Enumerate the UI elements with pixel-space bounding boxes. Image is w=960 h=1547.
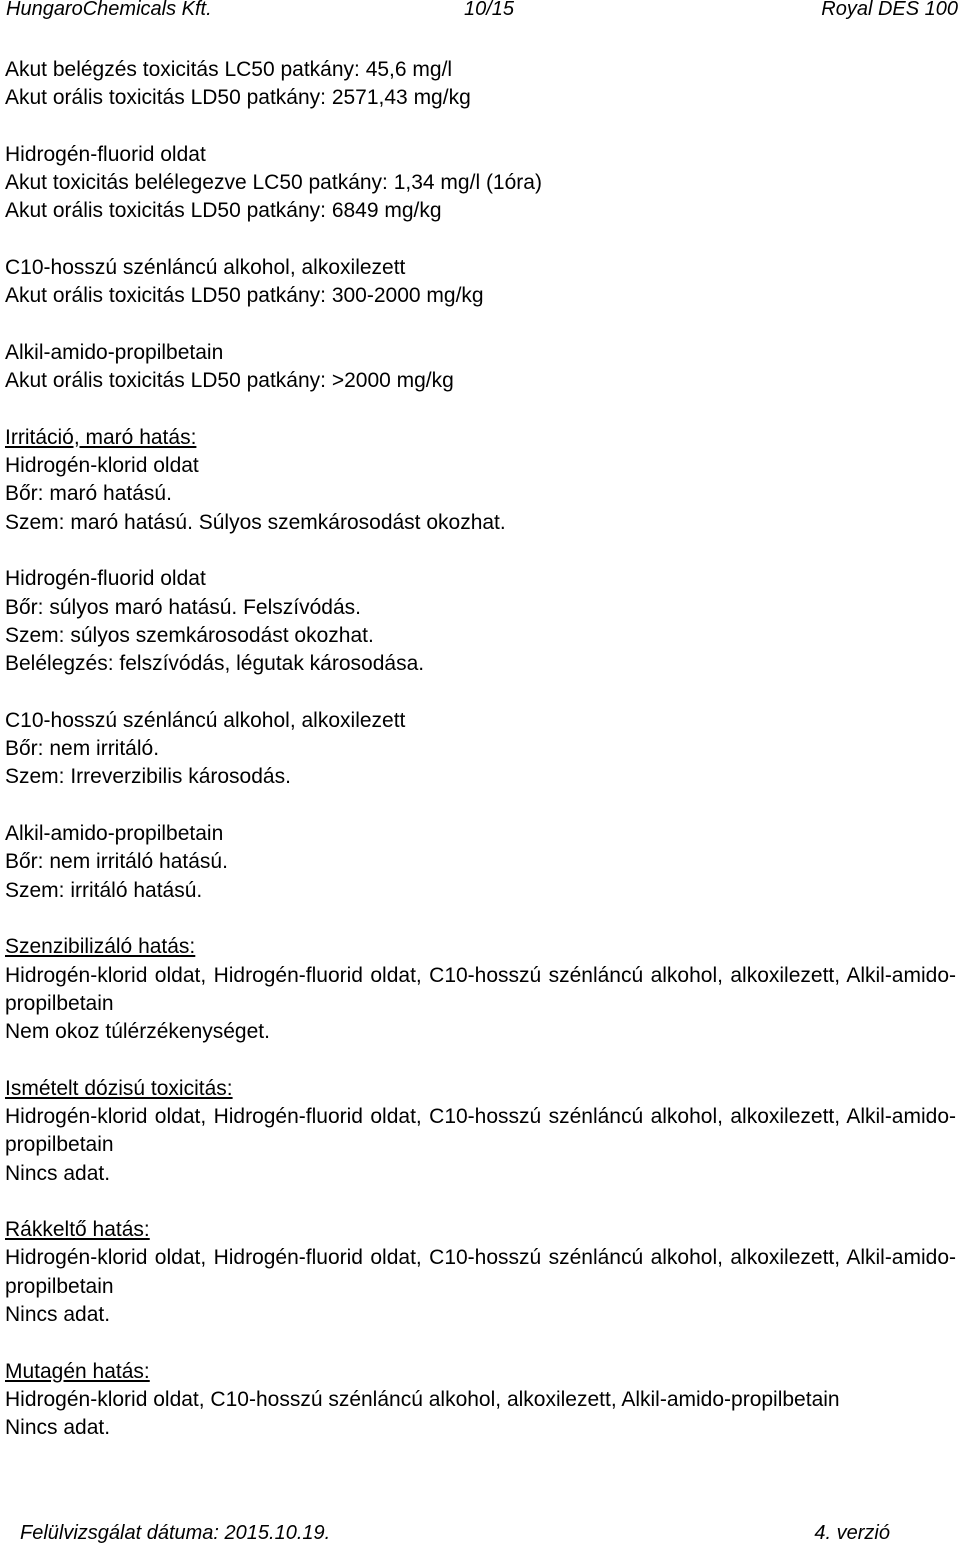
substance-list-paragraph: Hidrogén-klorid oldat, Hidrogén-fluorid oldat, C10-hosszú szénláncú alkohol, alkoxilezett, Alkil-amido-propilbetain	[5, 963, 956, 1015]
page-header	[6, 0, 958, 24]
text-line: Bőr: maró hatású.	[5, 482, 172, 506]
company-name: HungaroChemicals Kft.	[6, 0, 212, 20]
page-footer	[20, 1519, 890, 1547]
text-line: Akut belégzés toxicitás LC50 patkány: 45,6 mg/l	[5, 58, 453, 81]
text-line: Szem: Irreverzibilis károsodás.	[5, 765, 291, 789]
text-line: Bőr: súlyos maró hatású. Felszívódás.	[5, 595, 361, 619]
text-line: Bőr: nem irritáló hatású.	[5, 850, 228, 874]
text-line: C10-hosszú szénláncú alkohol, alkoxilezett	[5, 256, 406, 280]
text-line: Belélegzés: felszívódás, légutak károsodása.	[5, 652, 425, 676]
text-line: Nem okoz túlérzékenységet.	[5, 1020, 270, 1044]
text-line: Bőr: nem irritáló.	[5, 737, 160, 761]
text-line: Szem: súlyos szemkárosodást okozhat.	[5, 623, 374, 647]
section-heading: Mutagén hatás:	[5, 1359, 150, 1383]
section-heading: Irritáció, maró hatás:	[5, 425, 197, 449]
text-line: Akut toxicitás belélegezve LC50 patkány: 1,34 mg/l (1óra)	[5, 171, 542, 195]
section-heading: Ismételt dózisú toxicitás:	[5, 1076, 233, 1100]
text-line: Hidrogén-klorid oldat	[5, 454, 199, 478]
text-line: Akut orális toxicitás LD50 patkány: >2000 mg/kg	[5, 369, 454, 393]
product-name: Royal DES 100	[821, 0, 958, 20]
version-label: 4. verzió	[814, 1522, 890, 1544]
text-line: Hidrogén-fluorid oldat	[5, 567, 206, 591]
text-line: Nincs adat.	[5, 1416, 111, 1440]
document-body	[5, 56, 956, 1443]
section-heading: Szenzibilizáló hatás:	[5, 935, 196, 959]
text-line: Alkil-amido-propilbetain	[5, 822, 224, 846]
revision-date: Felülvizsgálat dátuma: 2015.10.19.	[20, 1522, 331, 1544]
section-block	[5, 1216, 956, 1329]
section-heading: Rákkeltő hatás:	[5, 1218, 150, 1242]
section-block	[5, 339, 956, 396]
substance-list-paragraph: Hidrogén-klorid oldat, C10-hosszú szénláncú alkohol, alkoxilezett, Alkil-amido-propilbetain	[5, 1387, 840, 1411]
section-block	[5, 1358, 956, 1443]
text-line: Akut orális toxicitás LD50 patkány: 6849 mg/kg	[5, 199, 442, 223]
page-number: 10/15	[464, 0, 515, 20]
section-block	[5, 820, 956, 905]
text-line: Akut orális toxicitás LD50 patkány: 300-2000 mg/kg	[5, 284, 484, 308]
section-block	[5, 1075, 956, 1188]
section-block	[5, 141, 956, 226]
section-block	[5, 254, 956, 311]
text-line: C10-hosszú szénláncú alkohol, alkoxilezett	[5, 708, 406, 732]
section-block	[5, 424, 956, 537]
text-line: Szem: maró hatású. Súlyos szemkárosodást okozhat.	[5, 510, 506, 534]
section-block	[5, 707, 956, 792]
substance-list-paragraph: Hidrogén-klorid oldat, Hidrogén-fluorid oldat, C10-hosszú szénláncú alkohol, alkoxilezett, Alkil-amido-propilbetain	[5, 1246, 956, 1298]
text-line: Hidrogén-fluorid oldat	[5, 142, 206, 166]
text-line: Nincs adat.	[5, 1303, 111, 1327]
substance-list-paragraph: Hidrogén-klorid oldat, Hidrogén-fluorid oldat, C10-hosszú szénláncú alkohol, alkoxilezett, Alkil-amido-propilbetain	[5, 1104, 956, 1157]
text-line: Szem: irritáló hatású.	[5, 878, 203, 902]
section-block	[5, 56, 956, 113]
text-line: Akut orális toxicitás LD50 patkány: 2571,43 mg/kg	[5, 86, 471, 110]
text-line: Nincs adat.	[5, 1161, 111, 1185]
section-block	[5, 565, 956, 678]
section-block	[5, 933, 956, 1046]
text-line: Alkil-amido-propilbetain	[5, 340, 224, 364]
